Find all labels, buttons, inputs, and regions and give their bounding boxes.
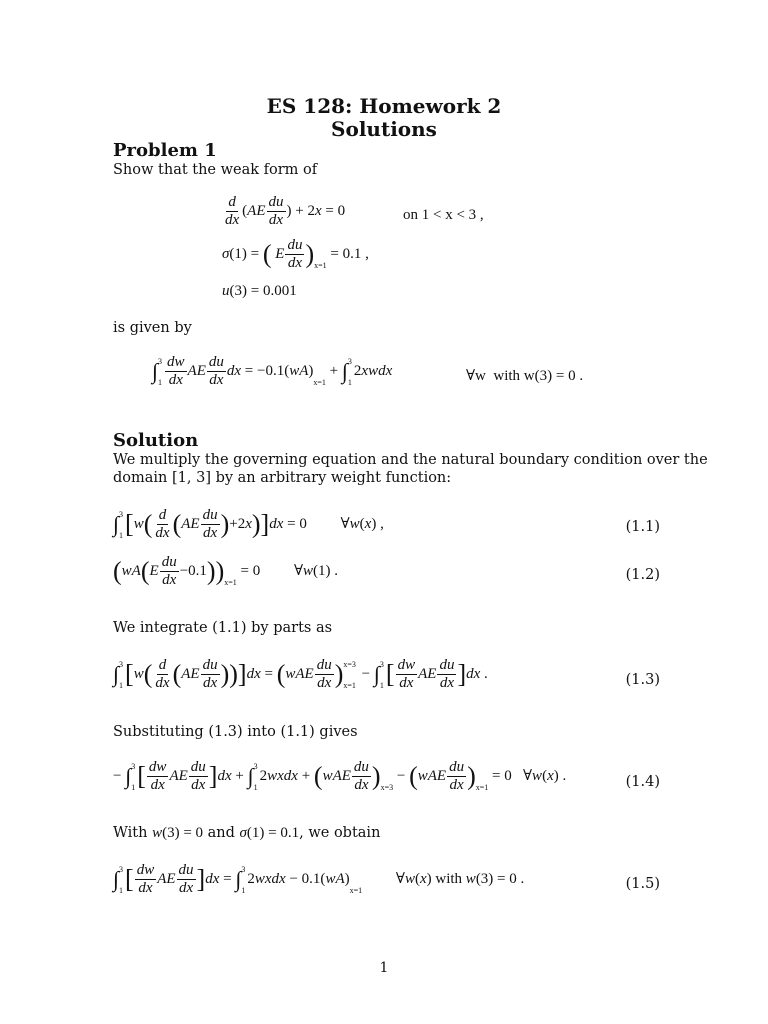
weak-form-forall: ∀w with w(3) = 0 . (466, 368, 584, 384)
equation-number-1-1: (1.1) (625, 519, 660, 535)
equation-number-1-2: (1.2) (625, 567, 660, 583)
solution-heading: Solution (113, 430, 199, 451)
equation-number-1-4: (1.4) (625, 774, 660, 790)
document-title: ES 128: Homework 2 (266, 94, 502, 118)
equation-1-2: (wA(E $\frac{du}{dx}$ $-0.1))_{x=1} = 0$ ∀w(1) . (113, 554, 339, 588)
equation-number-1-3: (1.3) (625, 672, 660, 688)
given-by-text: is given by (113, 320, 192, 336)
equation-1-5: ∫ 3 1 [ $\frac{dw}{dx}$ AE $\frac{du}{dx}$ ]dx = ∫ 3 1 2wxdx − $0.1(wA)_{x=1}$ ∀w(x) with w(3) = 0 . (113, 862, 525, 896)
document-subtitle: Solutions (331, 117, 437, 141)
solution-line-1: We multiply the governing equation and the natural boundary condition over the (113, 452, 708, 468)
essential-bc: u(3) = 0.001 (222, 283, 297, 299)
domain-condition: on 1 < x < 3 , (403, 207, 484, 223)
equation-1-3: ∫ 3 1 [w( $\frac{d}{dx}$ (AE $\frac{du}{dx}$ ))]dx = (wAE $\frac{du}{dx}$ ) x=3 x=1 − ∫ 3 1 [ $\frac{dw}{dx}$ AE $\frac{du}{dx}$ ]dx . (113, 657, 488, 691)
solution-line-2: domain [1, 3] by an arbitrary weight function: (113, 470, 452, 486)
strong-form-equation: $\frac{d}{dx}$ (AE $\frac{du}{dx}$ ) + 2x = 0 (225, 194, 346, 228)
equation-1-4: − ∫ 3 1 [ $\frac{dw}{dx}$ AE $\frac{du}{dx}$ ]dx + ∫ 3 1 2wxdx + (wAE $\frac{du}{dx}$ )$_{x=3} - (wAE$ $\frac{du}{dx}$ )$_{x=1} = 0$ ∀w(x) . (113, 759, 567, 793)
page-number: 1 (379, 960, 389, 976)
equation-1-1: ∫ 3 1 [w( $\frac{d}{dx}$ (AE $\frac{du}{dx}$ )+2x)]dx = 0 ∀w(x) , (113, 507, 384, 541)
weak-form-equation: ∫ 3 1 $\frac{dw}{dx}$ AE $\frac{du}{dx}$ dx = $-0.1(wA)_{x=1}$ + ∫ 3 1 2xwdx (152, 354, 393, 388)
problem-heading: Problem 1 (113, 140, 217, 161)
parts-text: We integrate (1.1) by parts as (113, 620, 333, 636)
natural-bc: σ(1) = ( E $\frac{du}{dx}$ )$_{x=1} = 0.1$ , (222, 237, 369, 271)
substitution-text: Substituting (1.3) into (1.1) gives (113, 724, 358, 740)
equation-number-1-5: (1.5) (625, 876, 660, 892)
problem-intro: Show that the weak form of (113, 162, 318, 178)
conditions-text: With w(3) = 0 and σ(1) = 0.1, we obtain (113, 825, 381, 841)
